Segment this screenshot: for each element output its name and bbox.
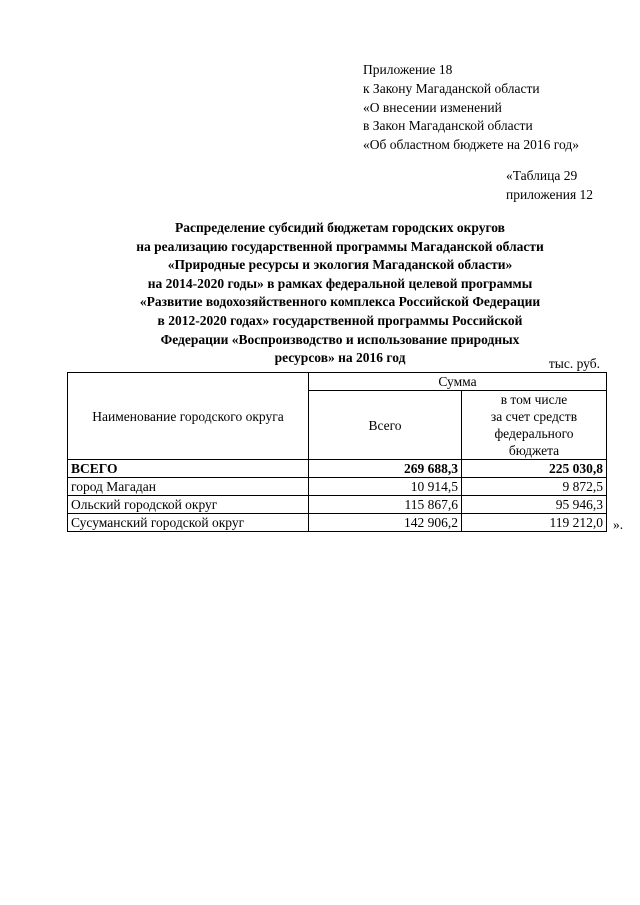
title-line: в 2012-2020 годах» государственной программы Российской xyxy=(157,312,523,328)
cell-total: 115 867,6 xyxy=(309,496,462,514)
table-header-row xyxy=(68,373,607,391)
title-line: на реализацию государственной программы Магаданской области xyxy=(136,238,544,254)
appendix-line: Приложение 18 xyxy=(363,62,453,77)
title-line: Распределение субсидий бюджетам городских округов xyxy=(175,220,505,235)
appendix-line: в Закон Магаданской области xyxy=(363,118,533,134)
cell-federal: 9 872,5 xyxy=(462,478,607,496)
header-federal xyxy=(462,391,607,460)
cell-total: 142 906,2 xyxy=(309,514,462,532)
header-federal-line: федерального xyxy=(494,426,574,441)
appendix-reference xyxy=(363,61,579,155)
table-row xyxy=(68,478,607,496)
title-line: «Развитие водохозяйственного комплекса Российской Федерации xyxy=(139,294,541,310)
document-title xyxy=(70,219,610,368)
appendix-line: «О внесении изменений xyxy=(363,99,502,115)
cell-federal: 225 030,8 xyxy=(462,460,607,478)
appendix-line: к Закону Магаданской области xyxy=(363,80,540,96)
header-federal-line: за счет средств xyxy=(490,409,578,424)
appendix-line: «Об областном бюджете на 2016 год» xyxy=(363,137,579,153)
title-line: на 2014-2020 годы» в рамках федеральной целевой программы xyxy=(147,275,533,291)
title-line: «Природные ресурсы и экология Магаданской области» xyxy=(167,257,513,273)
table-row xyxy=(68,514,607,532)
cell-name: город Магадан xyxy=(68,478,309,496)
subsidies-table xyxy=(67,372,607,532)
cell-federal: 95 946,3 xyxy=(462,496,607,514)
cell-total: 10 914,5 xyxy=(309,478,462,496)
table-reference xyxy=(506,167,593,205)
header-federal-line: в том числе xyxy=(500,392,568,407)
header-sum: Сумма xyxy=(309,373,607,391)
table-reference-line: «Таблица 29 xyxy=(506,168,578,183)
table-row xyxy=(68,496,607,514)
cell-name: Сусуманский городской округ xyxy=(68,514,309,532)
closing-quote: ». xyxy=(613,517,624,532)
header-federal-line: бюджета xyxy=(508,443,560,458)
cell-total: 269 688,3 xyxy=(309,460,462,478)
cell-name: ВСЕГО xyxy=(68,460,309,478)
title-line: ресурсов» на 2016 год xyxy=(274,350,406,366)
table-reference-line: приложения 12 xyxy=(506,186,594,202)
title-line: Федерации «Воспроизводство и использование природных xyxy=(160,331,520,347)
cell-federal: 119 212,0 xyxy=(462,514,607,532)
header-district-name: Наименование городского округа xyxy=(68,373,309,460)
units-label: тыс. руб. xyxy=(548,356,600,371)
header-total: Всего xyxy=(309,391,462,460)
cell-name: Ольский городской округ xyxy=(68,496,309,514)
table-row-total xyxy=(68,460,607,478)
